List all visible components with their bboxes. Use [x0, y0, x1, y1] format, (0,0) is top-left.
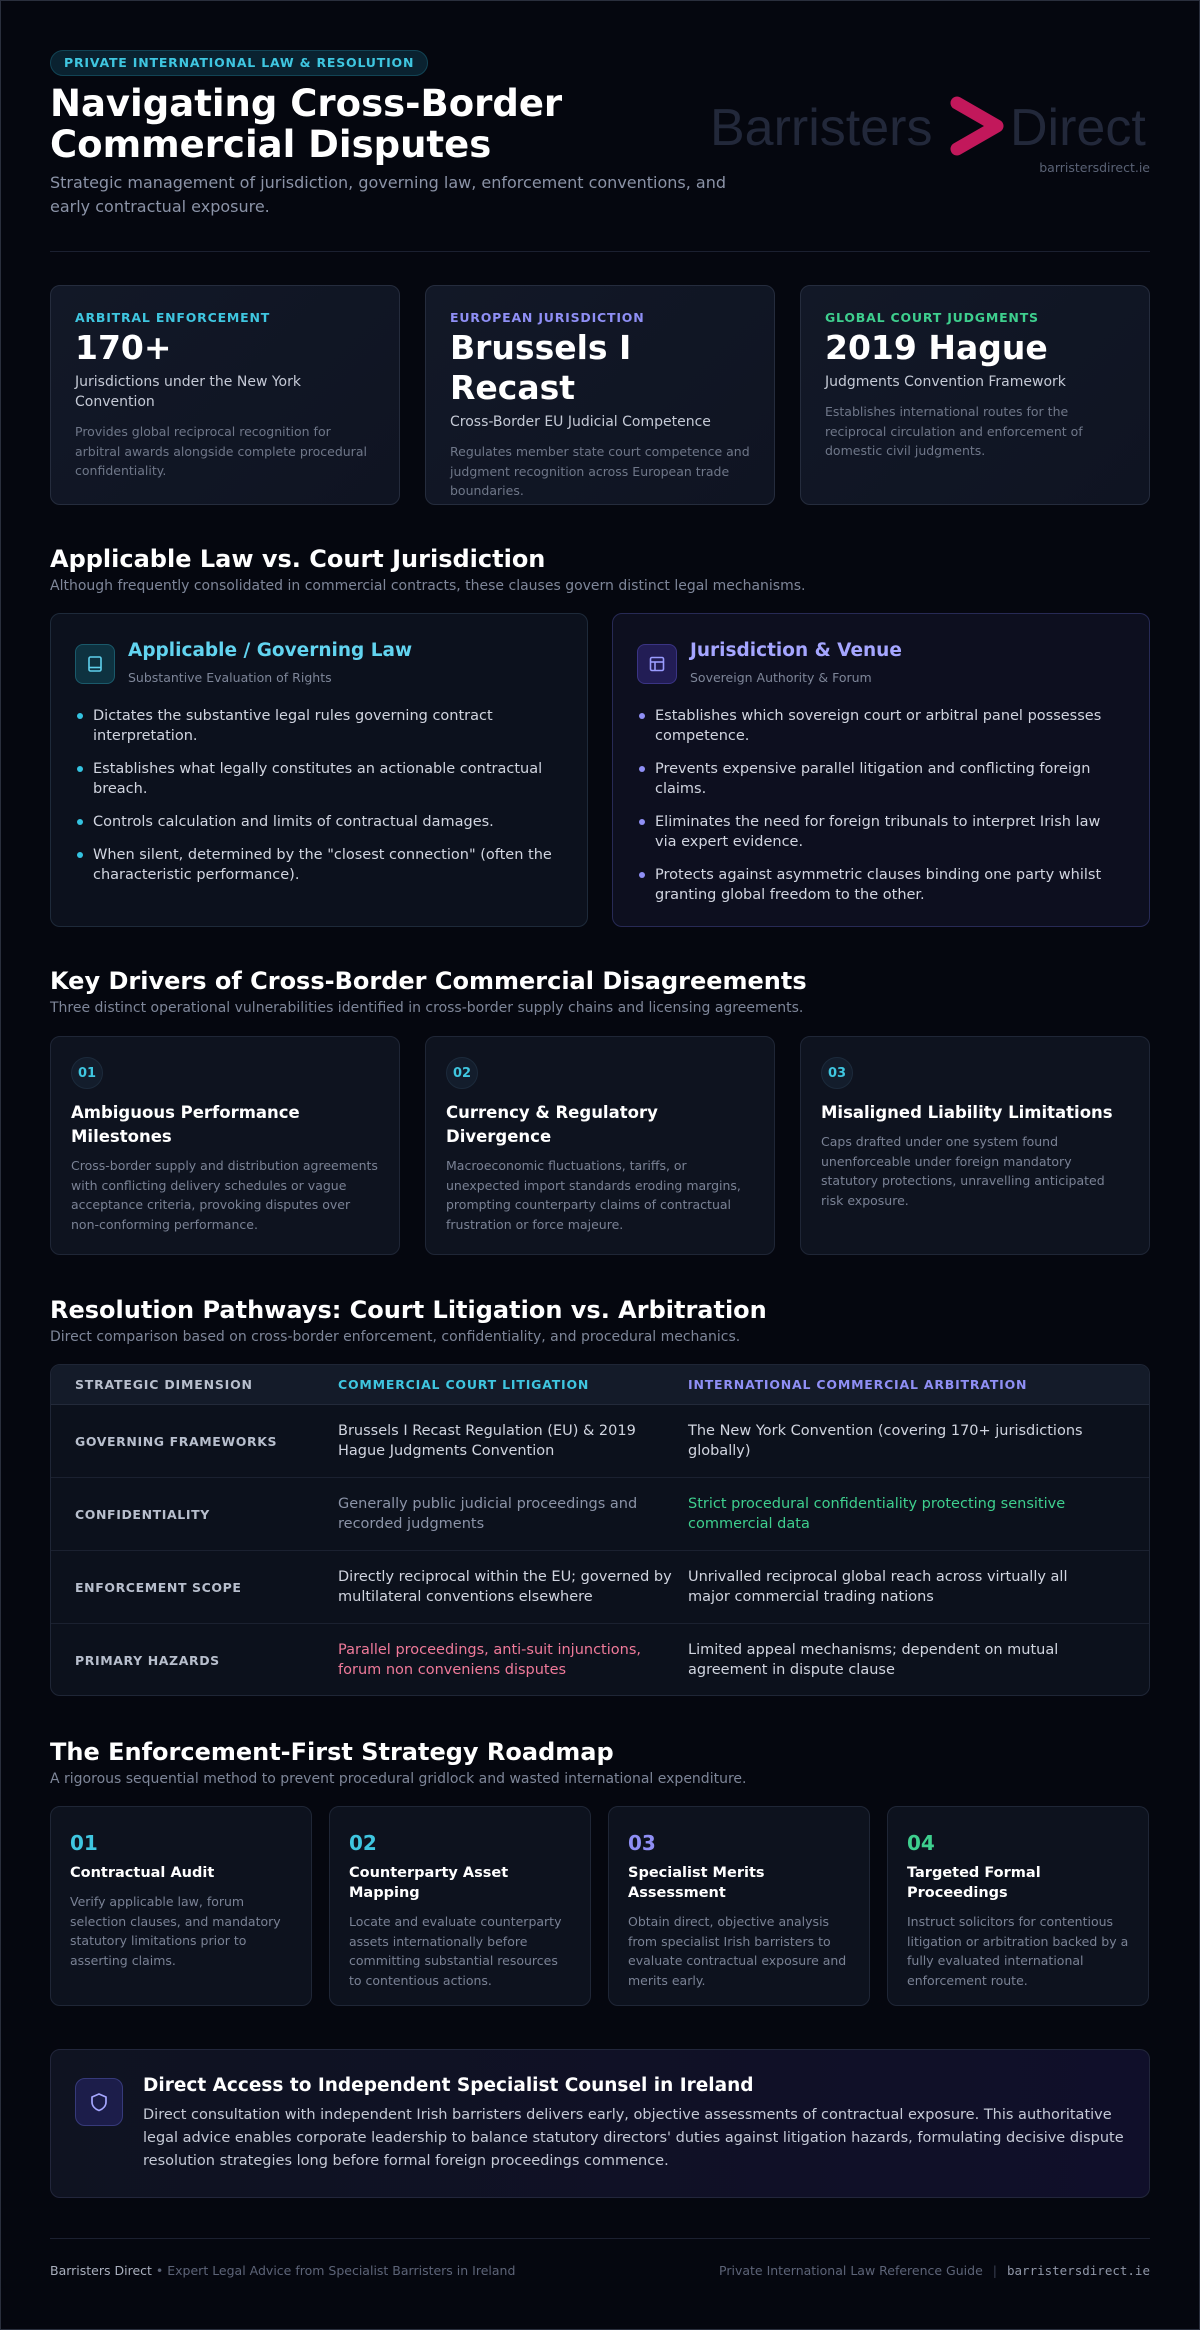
governing-law-subtitle: Substantive Evaluation of Rights — [128, 670, 332, 685]
footer-divider — [50, 2238, 1150, 2239]
stat-subtitle: Jurisdictions under the New York Convention — [75, 374, 301, 410]
header-divider — [50, 251, 1150, 252]
list-item: Establishes what legally constitutes an actionable contractual breach. — [75, 759, 555, 799]
stat-description: Regulates member state court competence and judgment recognition across European trade boundaries. — [450, 444, 750, 498]
roadmap-step — [887, 1806, 1149, 2006]
column-header-arbitration: INTERNATIONAL COMMERCIAL ARBITRATION — [688, 1377, 1028, 1392]
driver-card — [800, 1036, 1150, 1255]
list-item: Dictates the substantive legal rules governing contract interpretation. — [75, 706, 555, 746]
governing-law-title: Applicable / Governing Law — [128, 640, 413, 661]
brand-logo[interactable] — [710, 95, 1150, 157]
stat-kicker: EUROPEAN JURISDICTION — [450, 310, 645, 325]
row-label: GOVERNING FRAMEWORKS — [75, 1434, 278, 1449]
table-row — [51, 1478, 1150, 1551]
step-number: 01 — [70, 1831, 98, 1855]
list-item: Controls calculation and limits of contractual damages. — [75, 812, 555, 832]
logo-url[interactable]: barristersdirect.ie — [1039, 160, 1150, 175]
stat-card-arbitral — [50, 285, 400, 505]
footer-separator: | — [992, 2263, 997, 2278]
stat-subtitle: Judgments Convention Framework — [825, 374, 1066, 390]
driver-title: Ambiguous Performance Milestones — [71, 1103, 300, 1146]
driver-card — [425, 1036, 775, 1255]
stat-description: Provides global reciprocal recognition for arbitral awards alongside complete procedural confidentiality. — [75, 424, 367, 478]
jurisdiction-card — [612, 613, 1150, 927]
step-description: Locate and evaluate counterparty assets internationally before committing substantial resources to contentious actions. — [349, 1914, 562, 1988]
logo-word-direct: Direct — [1010, 99, 1146, 157]
section-subtitle-law: Although frequently consolidated in commercial contracts, these clauses govern distinct legal mechanisms. — [50, 578, 806, 594]
driver-card — [50, 1036, 400, 1255]
callout-title: Direct Access to Independent Specialist Counsel in Ireland — [143, 2075, 754, 2096]
step-title: Targeted Formal Proceedings — [907, 1865, 1041, 1901]
section-title-roadmap: The Enforcement-First Strategy Roadmap — [50, 1738, 614, 1766]
jurisdiction-title: Jurisdiction & Venue — [690, 640, 902, 661]
stat-card-global — [800, 285, 1150, 505]
step-number: 03 — [628, 1831, 656, 1855]
court-cell: Brussels I Recast Regulation (EU) & 2019 Hague Judgments Convention — [338, 1423, 636, 1459]
step-description: Verify applicable law, forum selection clauses, and mandatory statutory limitations prior to asserting claims. — [70, 1894, 281, 1968]
driver-number-badge: 02 — [446, 1057, 478, 1089]
footer-tagline: • Expert Legal Advice from Specialist Barristers in Ireland — [151, 2263, 516, 2278]
footer-url-link[interactable]: barristersdirect.ie — [1007, 2263, 1150, 2278]
row-label: ENFORCEMENT SCOPE — [75, 1580, 242, 1595]
table-row — [51, 1551, 1150, 1624]
driver-number-badge: 03 — [821, 1057, 853, 1089]
driver-description: Caps drafted under one system found unenforceable under foreign mandatory statutory protections, unravelling anticipated risk exposure. — [821, 1134, 1105, 1208]
governing-law-card — [50, 613, 588, 927]
driver-title: Misaligned Liability Limitations — [821, 1103, 1113, 1122]
step-number: 04 — [907, 1831, 935, 1855]
step-description: Obtain direct, objective analysis from specialist Irish barristers to evaluate contractual exposure and merits early. — [628, 1914, 847, 1988]
list-item: When silent, determined by the "closest connection" (often the characteristic performance). — [75, 845, 555, 885]
driver-description: Cross-border supply and distribution agreements with conflicting delivery schedules or vague acceptance criteria, provoking disputes over non-conforming performance. — [71, 1158, 378, 1232]
stat-value: 170+ — [75, 328, 172, 367]
step-title: Specialist Merits Assessment — [628, 1865, 765, 1901]
jurisdiction-subtitle: Sovereign Authority & Forum — [690, 670, 872, 685]
stat-card-european — [425, 285, 775, 505]
stat-kicker: GLOBAL COURT JUDGMENTS — [825, 310, 1039, 325]
column-header-court: COMMERCIAL COURT LITIGATION — [338, 1377, 590, 1392]
shield-icon — [75, 2078, 123, 2126]
stat-description: Establishes international routes for the reciprocal circulation and enforcement of domestic civil judgments. — [825, 404, 1083, 458]
arbitration-cell: The New York Convention (covering 170+ jurisdictions globally) — [688, 1423, 1083, 1459]
driver-number-badge: 01 — [71, 1057, 103, 1089]
jurisdiction-list — [637, 706, 1117, 918]
roadmap-step — [608, 1806, 870, 2006]
logo-word-barristers: Barristers — [710, 99, 933, 157]
comparison-table — [50, 1364, 1150, 1696]
stat-kicker: ARBITRAL ENFORCEMENT — [75, 310, 271, 325]
court-cell: Directly reciprocal within the EU; governed by multilateral conventions elsewhere — [338, 1569, 672, 1605]
step-title: Counterparty Asset Mapping — [349, 1865, 509, 1901]
court-cell: Parallel proceedings, anti-suit injunctions, forum non conveniens disputes — [338, 1642, 641, 1678]
list-item: Prevents expensive parallel litigation and conflicting foreign claims. — [637, 759, 1117, 799]
driver-title: Currency & Regulatory Divergence — [446, 1103, 658, 1146]
page-title — [50, 83, 730, 165]
section-subtitle-drivers: Three distinct operational vulnerabilities identified in cross-border supply chains and licensing agreements. — [50, 1000, 804, 1016]
footer-left — [50, 2263, 515, 2278]
section-title-pathways: Resolution Pathways: Court Litigation vs. Arbitration — [50, 1296, 767, 1324]
callout-text: Direct consultation with independent Irish barristers delivers early, objective assessments of contractual exposure. This authoritative legal advice enables corporate leadership to balance statutory directors' duties against litigation hazards, formulating decisive dispute resolution strategies long before formal foreign proceedings commence. — [143, 2107, 1124, 2169]
page-title-line-1: Navigating Cross-Border — [50, 82, 563, 125]
hero-header — [50, 50, 1150, 250]
section-title-drivers: Key Drivers of Cross-Border Commercial Disagreements — [50, 967, 807, 995]
page-title-line-2: Commercial Disputes — [50, 123, 492, 166]
arbitration-cell: Unrivalled reciprocal global reach across virtually all major commercial trading nations — [688, 1569, 1068, 1605]
layout-icon — [637, 644, 677, 684]
category-pill: PRIVATE INTERNATIONAL LAW & RESOLUTION — [50, 50, 428, 76]
footer-right — [719, 2263, 1150, 2278]
list-item: Eliminates the need for foreign tribunals to interpret Irish law via expert evidence. — [637, 812, 1117, 852]
court-cell: Generally public judicial proceedings and recorded judgments — [338, 1496, 638, 1532]
section-subtitle-roadmap: A rigorous sequential method to prevent procedural gridlock and wasted international expenditure. — [50, 1771, 747, 1787]
stat-value: Brussels I Recast — [450, 328, 632, 407]
book-icon — [75, 644, 115, 684]
roadmap-step — [50, 1806, 312, 2006]
footer-brand: Barristers Direct — [50, 2263, 152, 2278]
step-number: 02 — [349, 1831, 377, 1855]
chevron-right-icon — [957, 103, 997, 149]
column-header-dimension: STRATEGIC DIMENSION — [75, 1377, 253, 1392]
governing-law-list — [75, 706, 555, 898]
step-description: Instruct solicitors for contentious litigation or arbitration backed by a fully evaluated international enforcement route. — [907, 1914, 1129, 1988]
stat-subtitle: Cross-Border EU Judicial Competence — [450, 414, 711, 430]
table-row — [51, 1624, 1150, 1696]
footer-guide-label: Private International Law Reference Guide — [719, 2263, 983, 2278]
section-title-law: Applicable Law vs. Court Jurisdiction — [50, 545, 546, 573]
counsel-callout — [50, 2049, 1150, 2198]
arbitration-cell: Strict procedural confidentiality protecting sensitive commercial data — [688, 1496, 1066, 1532]
arbitration-cell: Limited appeal mechanisms; dependent on mutual agreement in dispute clause — [688, 1642, 1059, 1678]
list-item: Protects against asymmetric clauses binding one party whilst granting global freedom to the other. — [637, 865, 1117, 905]
page-subtitle: Strategic management of jurisdiction, governing law, enforcement conventions, and early contractual exposure. — [50, 173, 727, 216]
driver-description: Macroeconomic fluctuations, tariffs, or unexpected import standards eroding margins, prompting counterparty claims of contractual frustration or force majeure. — [446, 1158, 741, 1232]
list-item: Establishes which sovereign court or arbitral panel possesses competence. — [637, 706, 1117, 746]
roadmap-step — [329, 1806, 591, 2006]
stat-value: 2019 Hague — [825, 328, 1048, 367]
row-label: PRIMARY HAZARDS — [75, 1653, 220, 1668]
table-row — [51, 1405, 1150, 1478]
stat-cards — [50, 285, 1150, 505]
row-label: CONFIDENTIALITY — [75, 1507, 210, 1522]
step-title: Contractual Audit — [70, 1865, 215, 1881]
table-header — [51, 1365, 1150, 1405]
section-subtitle-pathways: Direct comparison based on cross-border enforcement, confidentiality, and procedural mechanics. — [50, 1329, 741, 1345]
